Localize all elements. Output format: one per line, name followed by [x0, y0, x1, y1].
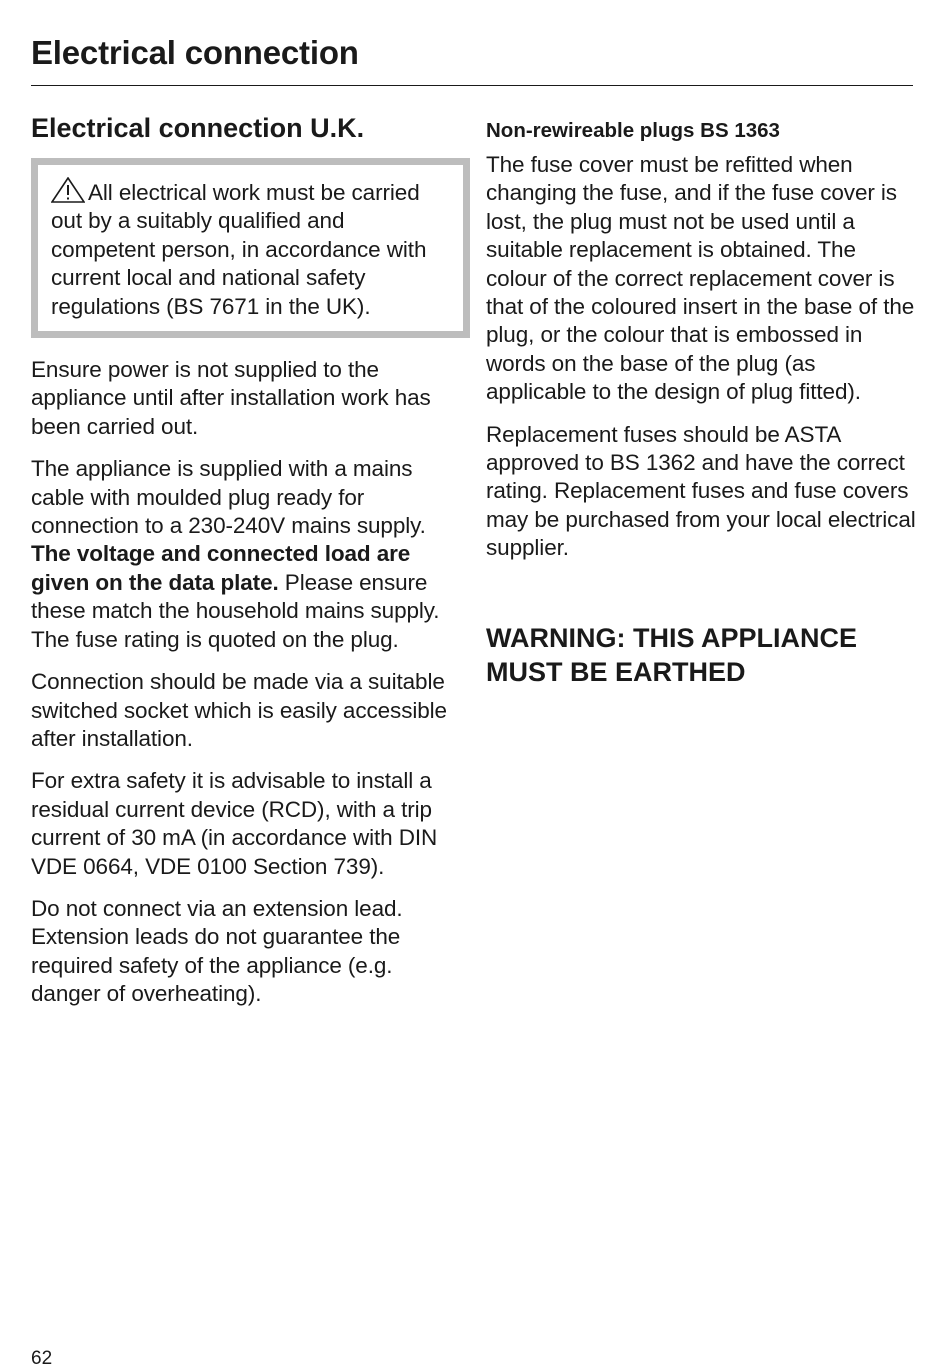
left-column	[31, 108, 461, 1023]
fuse-rating-text: Please ensure these match the household mains supply. The fuse rating is quoted on the plug.	[31, 569, 440, 652]
earthing-warning	[486, 621, 916, 689]
paragraph-extension-lead: Do not connect via an extension lead. Extension leads do not guarantee the required safety of the appliance (e.g. danger of overheating).	[31, 895, 403, 1007]
header-divider	[31, 85, 913, 86]
section-heading: Electrical connection U.K.	[31, 113, 365, 143]
page-number: 62	[31, 1348, 53, 1369]
earthing-warning-line-2: MUST BE EARTHED	[486, 656, 746, 687]
page-title: Electrical connection	[31, 34, 359, 71]
paragraph-power: Ensure power is not supplied to the appliance until after installation work has been carried out.	[31, 357, 431, 439]
warning-text: All electrical work must be carried out by a suitably qualified and competent person, in accordance with current local and national safety regulations (BS 7671 in the UK).	[51, 180, 427, 319]
mains-cable-text: The appliance is supplied with a mains cable with moulded plug ready for connection to a 230-240V mains supply.	[31, 456, 426, 539]
warning-triangle-icon	[51, 177, 85, 203]
paragraph-replacement-fuses: Replacement fuses should be ASTA approved to BS 1362 and have the correct rating. Replacement fuses and fuse covers may be purchased from your local electrical supplier.	[486, 421, 916, 561]
warning-paragraph	[51, 177, 449, 321]
paragraph-fuse-cover: The fuse cover must be refitted when changing the fuse, and if the fuse cover is lost, the plug must not be used until a suitable replacement is obtained. The colour of the correct replacement cover is that of the coloured insert in the base of the plug, or the colour that is embossed in words on the base of the plug (as applicable to the design of plug fitted).	[486, 152, 915, 405]
safety-warning-box	[31, 158, 470, 338]
paragraph-mains-cable	[31, 455, 461, 654]
paragraph-socket: Connection should be made via a suitable switched socket which is easily accessible after installation.	[31, 669, 447, 751]
page-header	[31, 30, 913, 76]
plugs-subheading: Non-rewireable plugs BS 1363	[486, 119, 780, 142]
earthing-warning-line-1: WARNING: THIS APPLIANCE	[486, 622, 857, 653]
paragraph-rcd: For extra safety it is advisable to install a residual current device (RCD), with a trip current of 30 mA (in accordance with DIN VDE 0664, VDE 0100 Section 739).	[31, 768, 438, 879]
right-column	[486, 108, 916, 689]
data-plate-emphasis: The voltage and connected load are given on the data plate.	[31, 541, 411, 595]
